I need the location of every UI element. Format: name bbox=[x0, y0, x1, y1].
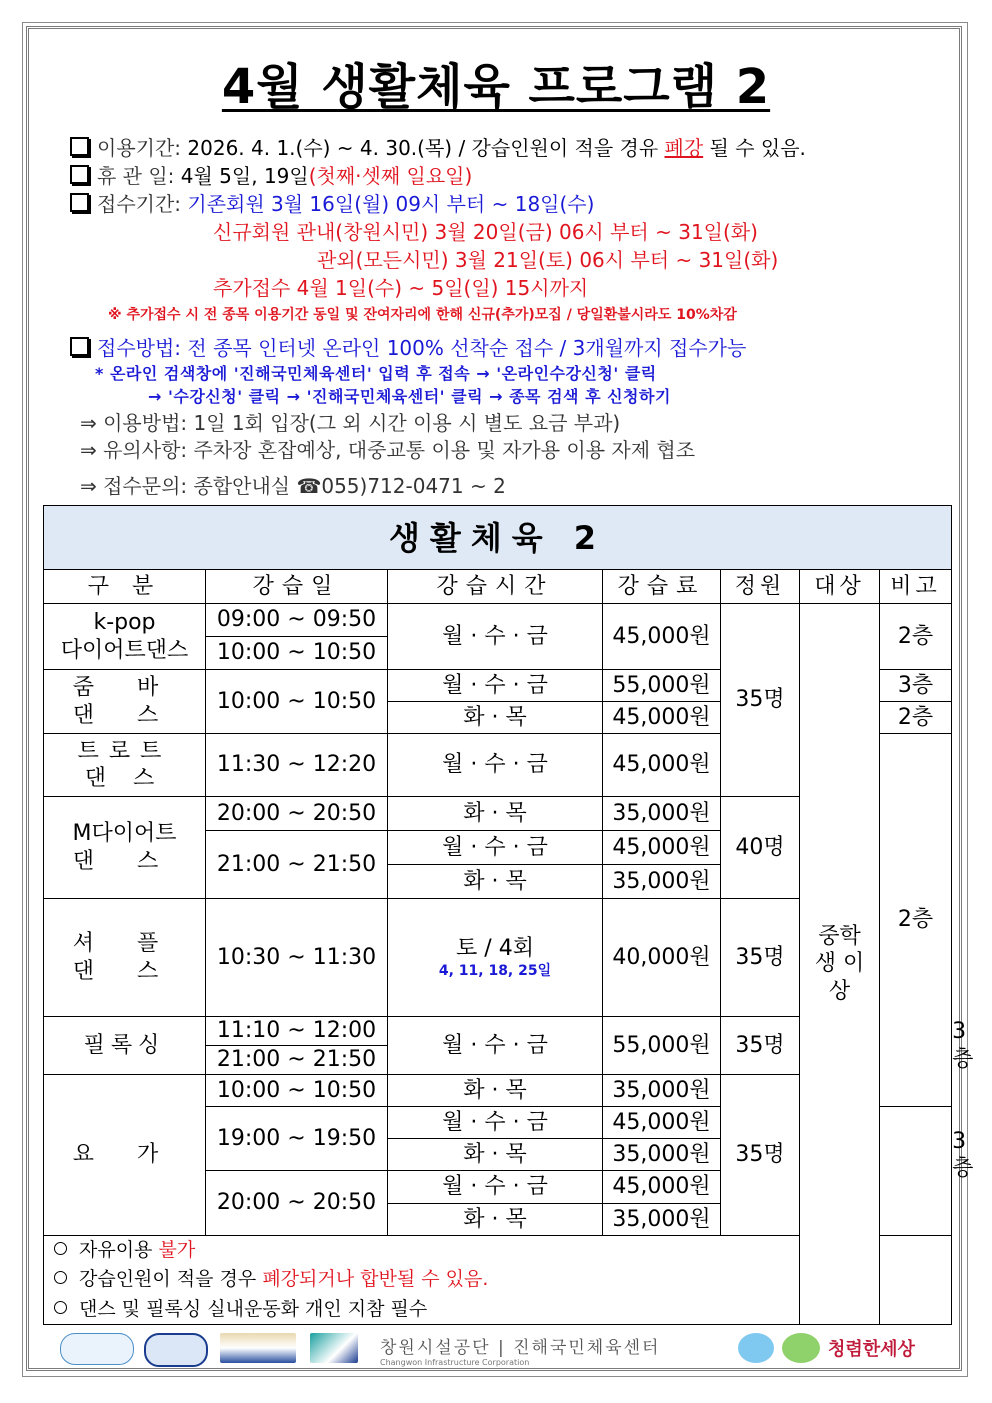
fee-cell: 45,000원 bbox=[603, 1171, 721, 1204]
program-yoga: 요 가 bbox=[44, 1075, 206, 1236]
days-cell: 월 · 수 · 금 bbox=[388, 604, 603, 670]
header-target: 대상 bbox=[800, 570, 880, 604]
time-cell: 19:00 ~ 19:50 bbox=[206, 1107, 388, 1171]
mascot2-logo-icon bbox=[782, 1333, 820, 1363]
method-line: 접수방법: 전 종목 인터넷 온라인 100% 선착순 접수 / 3개월까지 접수가능 bbox=[70, 332, 746, 361]
days-cell: 월 · 수 · 금 bbox=[388, 734, 603, 797]
registration-new-other: 관외(모든시민) 3월 21일(토) 06시 부터 ~ 31일(화) bbox=[317, 248, 779, 272]
fee-cell: 55,000원 bbox=[603, 670, 721, 702]
floor-cell: 2층 bbox=[880, 702, 952, 734]
days-cell: 월 · 수 · 금 bbox=[388, 1017, 603, 1075]
registration-new-local: 신규회원 관내(창원시민) 3월 20일(금) 06시 부터 ~ 31일(화) bbox=[213, 220, 758, 244]
period-line: 이용기간: 2026. 4. 1.(수) ~ 4. 30.(목) / 강습인원이 적을 경유 폐강 될 수 있음. bbox=[70, 132, 806, 161]
days-cell: 화 · 목 bbox=[388, 797, 603, 831]
fee-cell: 45,000원 bbox=[603, 1107, 721, 1139]
header-days: 강습일 bbox=[206, 570, 388, 604]
footer-note-3: 댄스 및 필록싱 실내운동화 개인 지참 필수 bbox=[54, 1295, 951, 1324]
days-cell: 화 · 목 bbox=[388, 865, 603, 899]
header-category: 구 분 bbox=[44, 570, 206, 604]
city-logo-icon bbox=[310, 1333, 358, 1363]
fee-cell: 35,000원 bbox=[603, 1139, 721, 1171]
table-caption: 생활체육 2 bbox=[44, 506, 952, 570]
registration-extra: 추가접수 4월 1일(수) ~ 5일(일) 15시까지 bbox=[213, 276, 589, 300]
program-trot: 트로트 댄 스 bbox=[44, 734, 206, 797]
days-cell: 화 · 목 bbox=[388, 1204, 603, 1236]
table-row: 필록싱 11:10 ~ 12:00 월 · 수 · 금 55,000원 35명 3층 bbox=[44, 1017, 952, 1046]
caution-line: ⇒ 유의사항: 주차장 혼잡예상, 대중교통 이용 및 자가용 이용 자제 협조 bbox=[80, 438, 696, 462]
certification-logo-icon bbox=[144, 1333, 208, 1367]
fee-cell: 45,000원 bbox=[603, 734, 721, 797]
schedule-table bbox=[43, 505, 974, 1325]
capacity-cell: 35명 bbox=[721, 1017, 800, 1075]
registration-note: ※ 추가접수 시 전 종목 이용기간 동일 및 잔여자리에 한해 신규(추가)모집 / 당일환불시라도 10%차감 bbox=[108, 307, 737, 323]
capacity-cell: 40명 bbox=[721, 797, 800, 899]
days-cell: 월 · 수 · 금 bbox=[388, 831, 603, 865]
time-cell: 09:00 ~ 09:50 bbox=[206, 604, 388, 637]
target-cell: 중학생 이상 bbox=[800, 604, 880, 1325]
program-m-diet: M다이어트 댄 스 bbox=[44, 797, 206, 899]
page-title: 4월 생활체육 프로그램 2 bbox=[221, 59, 771, 115]
checkbox-icon bbox=[70, 137, 89, 156]
time-cell: 10:00 ~ 10:50 bbox=[206, 1075, 388, 1107]
header-time: 강습시간 bbox=[388, 570, 603, 604]
floor-cell: 2층 bbox=[880, 604, 952, 670]
table-header-row bbox=[44, 570, 952, 604]
slogan-logo: 청렴한세상 bbox=[828, 1339, 915, 1360]
footer-notes bbox=[44, 1236, 952, 1325]
circle-bullet-icon bbox=[54, 1301, 67, 1314]
table-row bbox=[44, 604, 952, 637]
fee-cell: 40,000원 bbox=[603, 899, 721, 1017]
floor-cell: 2층 bbox=[880, 734, 952, 1107]
table-row: 요 가 10:00 ~ 10:50 화 · 목 35,000원 35명 3층 bbox=[44, 1075, 952, 1107]
circle-bullet-icon bbox=[54, 1271, 67, 1284]
usage-line: ⇒ 이용방법: 1일 1회 입장(그 외 시간 이용 시 별도 요금 부과) bbox=[80, 411, 621, 435]
fee-cell: 35,000원 bbox=[603, 797, 721, 831]
header-note: 비고 bbox=[880, 570, 952, 604]
fee-cell: 45,000원 bbox=[603, 604, 721, 670]
time-cell: 11:10 ~ 12:00 bbox=[206, 1017, 388, 1046]
org-name: 창원시설공단 | 진해국민체육센터 Changwon Infrastructure Corporation bbox=[380, 1338, 661, 1367]
days-cell: 화 · 목 bbox=[388, 1139, 603, 1171]
footer-note-1: 자유이용 불가 bbox=[54, 1236, 951, 1265]
days-cell: 화 · 목 bbox=[388, 1075, 603, 1107]
days-cell: 월 · 수 · 금 bbox=[388, 670, 603, 702]
header-fee: 강습료 bbox=[603, 570, 721, 604]
fee-cell: 35,000원 bbox=[603, 865, 721, 899]
time-cell: 21:00 ~ 21:50 bbox=[206, 831, 388, 899]
fee-cell: 45,000원 bbox=[603, 831, 721, 865]
time-cell: 11:30 ~ 12:20 bbox=[206, 734, 388, 797]
method-step-2: → '수강신청' 클릭 → '진해국민체육센터' 클릭 → 종목 검색 후 신청하기 bbox=[148, 387, 671, 406]
time-cell: 10:30 ~ 11:30 bbox=[206, 899, 388, 1017]
days-cell: 월 · 수 · 금 bbox=[388, 1171, 603, 1204]
consumer-logo-icon bbox=[60, 1333, 134, 1365]
floor-cell: 3층 bbox=[880, 670, 952, 702]
time-cell: 21:00 ~ 21:50 bbox=[206, 1046, 388, 1075]
header-capacity: 정원 bbox=[721, 570, 800, 604]
mascot-logo-icon bbox=[738, 1333, 774, 1363]
days-cell: 월 · 수 · 금 bbox=[388, 1107, 603, 1139]
checkbox-icon bbox=[70, 165, 89, 184]
time-cell: 10:00 ~ 10:50 bbox=[206, 670, 388, 734]
capacity-cell: 35명 bbox=[721, 604, 800, 797]
fee-cell: 35,000원 bbox=[603, 1204, 721, 1236]
award-logo-icon bbox=[220, 1333, 296, 1363]
capacity-cell: 35명 bbox=[721, 899, 800, 1017]
program-shuffle: 셔 플 댄 스 bbox=[44, 899, 206, 1017]
program-piloxing: 필록싱 bbox=[44, 1017, 206, 1075]
circle-bullet-icon bbox=[54, 1242, 67, 1255]
footer-note-2: 강습인원이 적을 경우 폐강되거나 합반될 수 있음. bbox=[54, 1265, 951, 1294]
days-cell: 토 / 4회 4, 11, 18, 25일 bbox=[388, 899, 603, 1017]
fee-cell: 45,000원 bbox=[603, 702, 721, 734]
days-cell: 화 · 목 bbox=[388, 702, 603, 734]
time-cell: 10:00 ~ 10:50 bbox=[206, 637, 388, 670]
footer-row bbox=[44, 1236, 952, 1325]
capacity-cell: 35명 bbox=[721, 1075, 800, 1236]
fee-cell: 55,000원 bbox=[603, 1017, 721, 1075]
checkbox-icon bbox=[70, 337, 89, 356]
program-kpop: k-pop 다이어트댄스 bbox=[44, 604, 206, 670]
time-cell: 20:00 ~ 20:50 bbox=[206, 1171, 388, 1236]
logo-bar bbox=[60, 1333, 940, 1369]
program-zumba: 줌 바 댄 스 bbox=[44, 670, 206, 734]
method-step-1: * 온라인 검색창에 '진해국민체육센터' 입력 후 접속 → '온라인수강신청' 클릭 bbox=[95, 364, 657, 383]
checkbox-icon bbox=[70, 193, 89, 212]
contact-line: ⇒ 접수문의: 종합안내실 ☎055)712-0471 ~ 2 bbox=[80, 474, 506, 498]
fee-cell: 35,000원 bbox=[603, 1075, 721, 1107]
time-cell: 20:00 ~ 20:50 bbox=[206, 797, 388, 831]
registration-line: 접수기간: 기존회원 3월 16일(월) 09시 부터 ~ 18일(수) bbox=[70, 188, 594, 217]
holiday-line: 휴 관 일: 4월 5일, 19일(첫째·셋째 일요일) bbox=[70, 160, 472, 189]
